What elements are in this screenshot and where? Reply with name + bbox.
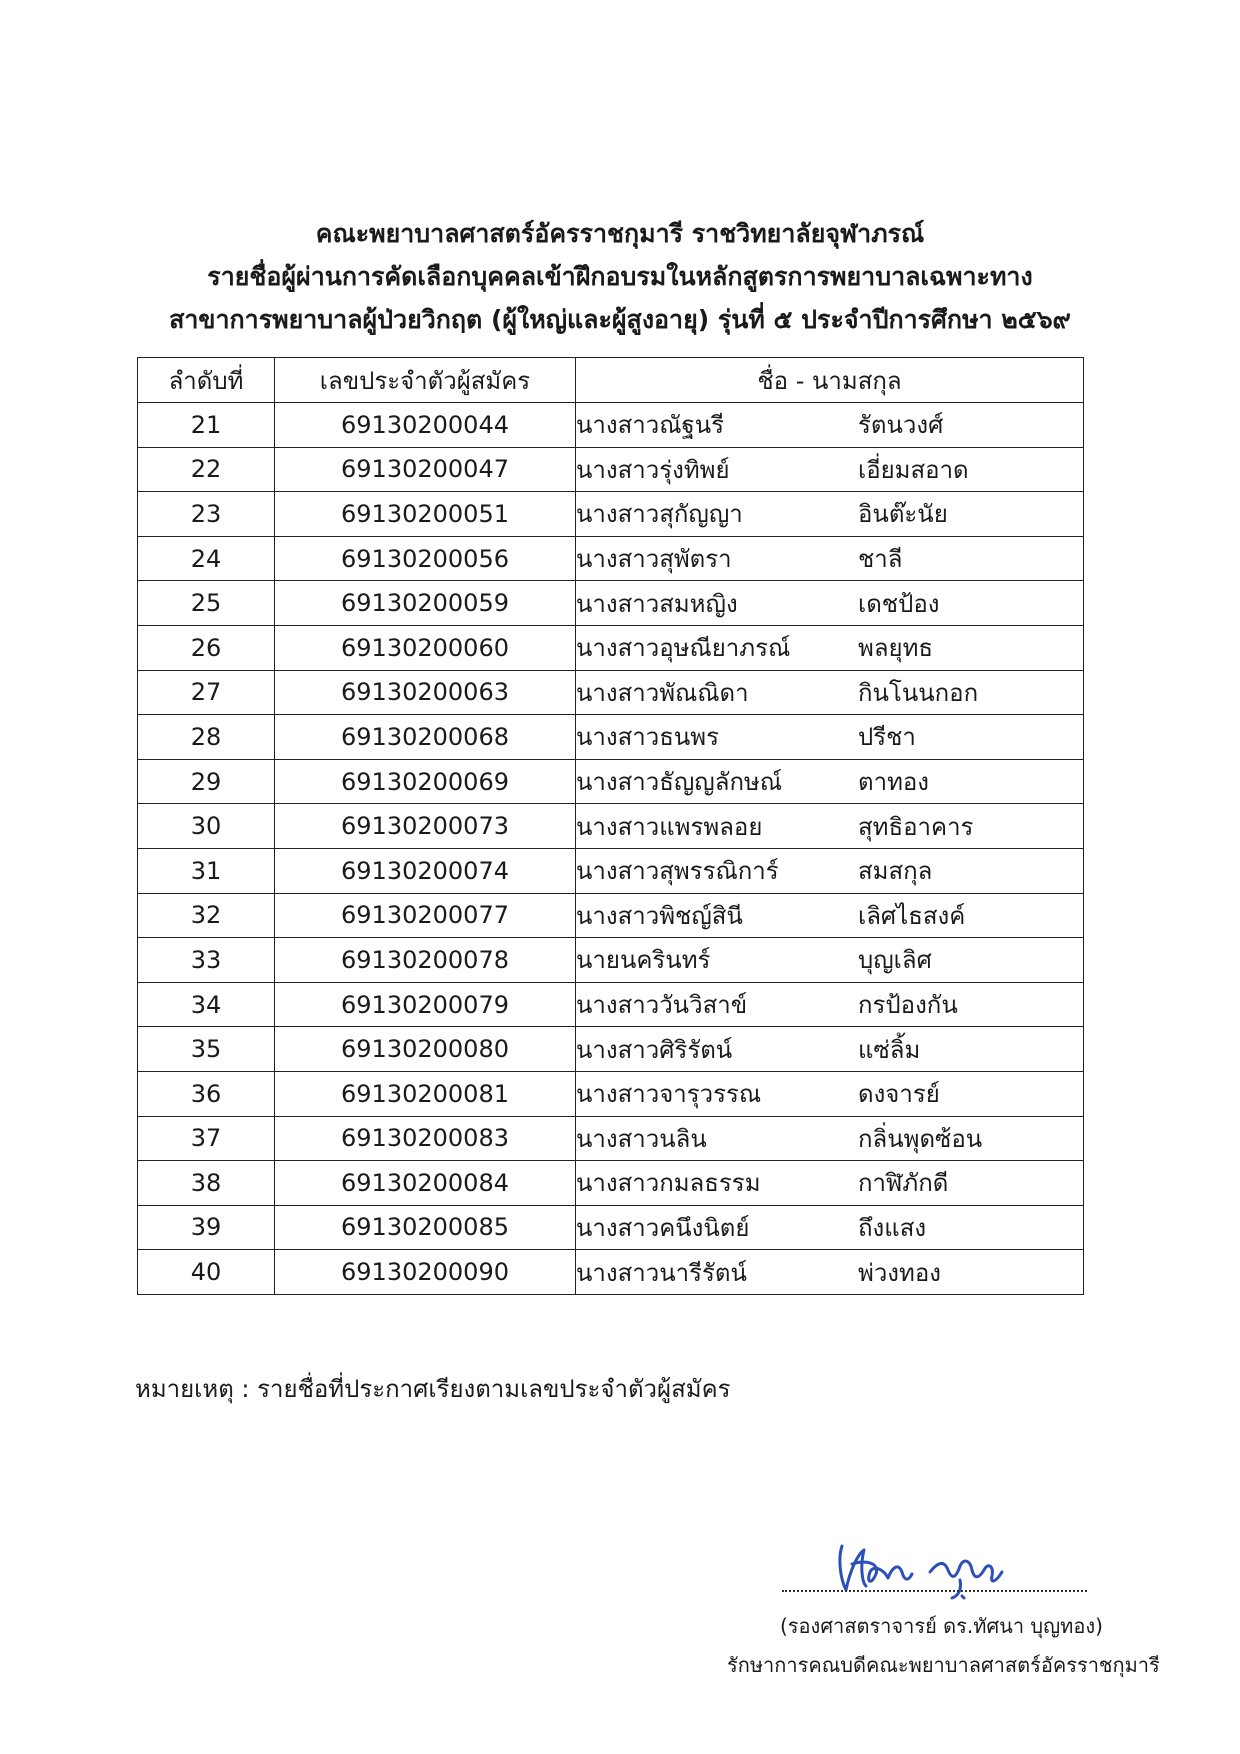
applicant-id: 69130200090 xyxy=(275,1250,576,1295)
last-name: เลิศไธสงค์ xyxy=(858,901,966,930)
row-number: 37 xyxy=(138,1116,275,1161)
applicant-id: 69130200074 xyxy=(275,848,576,893)
row-number: 26 xyxy=(138,625,275,670)
row-number: 33 xyxy=(138,938,275,983)
applicant-id: 69130200069 xyxy=(275,759,576,804)
table-row xyxy=(138,848,1084,893)
applicant-name xyxy=(576,625,1084,670)
last-name: เดชป้อง xyxy=(858,589,940,618)
row-number: 32 xyxy=(138,893,275,938)
applicant-id: 69130200063 xyxy=(275,670,576,715)
applicant-name xyxy=(576,447,1084,492)
row-number: 24 xyxy=(138,536,275,581)
col-header-name: ชื่อ - นามสกุล xyxy=(576,358,1084,403)
table-row xyxy=(138,536,1084,581)
applicant-name xyxy=(576,1071,1084,1116)
row-number: 40 xyxy=(138,1250,275,1295)
first-name: นางสาวนารีรัตน์ xyxy=(576,1258,747,1287)
applicant-name xyxy=(576,848,1084,893)
last-name: รัตนวงศ์ xyxy=(858,411,944,440)
table-row xyxy=(138,447,1084,492)
first-name: นางสาวณัฐนรี xyxy=(576,411,725,440)
applicant-name xyxy=(576,1161,1084,1206)
row-number: 35 xyxy=(138,1027,275,1072)
last-name: ดงจารย์ xyxy=(858,1080,940,1109)
last-name: เอี่ยมสอาด xyxy=(858,455,969,484)
first-name: นางสาวสุพัตรา xyxy=(576,545,732,574)
last-name: กลิ่นพุดซ้อน xyxy=(858,1124,983,1153)
table-row xyxy=(138,1071,1084,1116)
table-row xyxy=(138,893,1084,938)
applicant-name xyxy=(576,759,1084,804)
row-number: 21 xyxy=(138,403,275,448)
last-name: กินโนนกอก xyxy=(858,678,979,707)
last-name: บุญเลิศ xyxy=(858,946,932,975)
applicant-id: 69130200079 xyxy=(275,982,576,1027)
row-number: 38 xyxy=(138,1161,275,1206)
applicant-name xyxy=(576,403,1084,448)
applicant-id: 69130200080 xyxy=(275,1027,576,1072)
col-header-id: เลขประจำตัวผู้สมัคร xyxy=(275,358,576,403)
first-name: นางสาวสุพรรณิการ์ xyxy=(576,857,779,886)
table-row xyxy=(138,492,1084,537)
col-header-no: ลำดับที่ xyxy=(138,358,275,403)
header-line-3: สาขาการพยาบาลผู้ป่วยวิกฤต (ผู้ใหญ่และผู้สูงอายุ) รุ่นที่ ๕ ประจำปีการศึกษา ๒๕๖๙ xyxy=(169,305,1071,334)
row-number: 39 xyxy=(138,1205,275,1250)
last-name: พ่วงทอง xyxy=(858,1258,941,1287)
signature xyxy=(780,1500,1100,1600)
last-name: ตาทอง xyxy=(858,768,930,797)
last-name: กาฬิภักดี xyxy=(858,1169,949,1198)
signer-position: รักษาการคณบดีคณะพยาบาลศาสตร์อัครราชกุมารี xyxy=(727,1653,1160,1677)
first-name: นางสาวธัญญลักษณ์ xyxy=(576,768,783,797)
applicant-name xyxy=(576,1205,1084,1250)
applicant-id: 69130200073 xyxy=(275,804,576,849)
last-name: ปรีชา xyxy=(858,723,916,752)
table-row xyxy=(138,1161,1084,1206)
first-name: นางสาวสมหญิง xyxy=(576,589,738,618)
first-name: นางสาวธนพร xyxy=(576,723,719,752)
applicant-name xyxy=(576,982,1084,1027)
table-row xyxy=(138,715,1084,760)
last-name: สมสกุล xyxy=(858,857,933,886)
table-row xyxy=(138,804,1084,849)
applicant-id: 69130200077 xyxy=(275,893,576,938)
applicant-name xyxy=(576,1116,1084,1161)
first-name: นายนครินทร์ xyxy=(576,946,711,975)
first-name: นางสาวแพรพลอย xyxy=(576,812,763,841)
first-name: นางสาวคนึงนิตย์ xyxy=(576,1213,750,1242)
applicant-name xyxy=(576,1250,1084,1295)
applicant-name xyxy=(576,670,1084,715)
last-name: สุทธิอาคาร xyxy=(858,812,974,841)
header-line-2: รายชื่อผู้ผ่านการคัดเลือกบุคคลเข้าฝึกอบรมในหลักสูตรการพยาบาลเฉพาะทาง xyxy=(207,262,1033,291)
applicant-id: 69130200078 xyxy=(275,938,576,983)
applicant-id: 69130200059 xyxy=(275,581,576,626)
last-name: ชาลี xyxy=(858,545,903,574)
first-name: นางสาวสุกัญญา xyxy=(576,500,743,529)
last-name: แซ่ลิ้ม xyxy=(858,1035,921,1064)
applicant-id: 69130200056 xyxy=(275,536,576,581)
last-name: กรป้องกัน xyxy=(858,991,958,1020)
row-number: 29 xyxy=(138,759,275,804)
applicant-name xyxy=(576,1027,1084,1072)
applicant-id: 69130200081 xyxy=(275,1071,576,1116)
applicant-id: 69130200060 xyxy=(275,625,576,670)
table-row xyxy=(138,759,1084,804)
applicant-name xyxy=(576,715,1084,760)
last-name: อินต๊ะนัย xyxy=(858,500,948,529)
note-text: หมายเหตุ : รายชื่อที่ประกาศเรียงตามเลขประจำตัวผู้สมัคร xyxy=(135,1375,731,1403)
last-name: ถึงแสง xyxy=(858,1213,927,1242)
candidate-table xyxy=(137,357,1084,1295)
table-row xyxy=(138,581,1084,626)
applicant-id: 69130200084 xyxy=(275,1161,576,1206)
row-number: 28 xyxy=(138,715,275,760)
row-number: 22 xyxy=(138,447,275,492)
handwritten-signature xyxy=(780,1500,1100,1600)
row-number: 30 xyxy=(138,804,275,849)
applicant-name xyxy=(576,536,1084,581)
applicant-id: 69130200083 xyxy=(275,1116,576,1161)
signature-line xyxy=(782,1590,1087,1592)
applicant-id: 69130200047 xyxy=(275,447,576,492)
table-row xyxy=(138,1205,1084,1250)
first-name: นางสาวอุษณียาภรณ์ xyxy=(576,634,791,663)
applicant-name xyxy=(576,492,1084,537)
table-row xyxy=(138,1027,1084,1072)
row-number: 31 xyxy=(138,848,275,893)
applicant-id: 69130200085 xyxy=(275,1205,576,1250)
table-row xyxy=(138,625,1084,670)
table-row xyxy=(138,1250,1084,1295)
table-row xyxy=(138,938,1084,983)
applicant-name xyxy=(576,938,1084,983)
table-row xyxy=(138,670,1084,715)
row-number: 27 xyxy=(138,670,275,715)
applicant-name xyxy=(576,804,1084,849)
first-name: นางสาวพัณณิดา xyxy=(576,678,749,707)
row-number: 34 xyxy=(138,982,275,1027)
applicant-id: 69130200068 xyxy=(275,715,576,760)
header-line-1: คณะพยาบาลศาสตร์อัครราชกุมารี ราชวิทยาลัยจุฬาภรณ์ xyxy=(315,219,925,248)
first-name: นางสาวนลิน xyxy=(576,1124,707,1153)
row-number: 36 xyxy=(138,1071,275,1116)
document-header xyxy=(0,212,1240,341)
row-number: 25 xyxy=(138,581,275,626)
signer-name: (รองศาสตราจารย์ ดร.ทัศนา บุญทอง) xyxy=(780,1614,1103,1638)
first-name: นางสาวรุ่งทิพย์ xyxy=(576,455,730,484)
first-name: นางสาววันวิสาข์ xyxy=(576,991,748,1020)
first-name: นางสาวพิชญ์สินี xyxy=(576,901,743,930)
applicant-id: 69130200044 xyxy=(275,403,576,448)
table-row xyxy=(138,403,1084,448)
first-name: นางสาวจารุวรรณ xyxy=(576,1080,762,1109)
table-row xyxy=(138,982,1084,1027)
applicant-id: 69130200051 xyxy=(275,492,576,537)
first-name: นางสาวศิริรัตน์ xyxy=(576,1035,733,1064)
applicant-name xyxy=(576,581,1084,626)
applicant-name xyxy=(576,893,1084,938)
table-row xyxy=(138,1116,1084,1161)
last-name: พลยุทธ xyxy=(858,634,934,663)
first-name: นางสาวกมลธรรม xyxy=(576,1169,761,1198)
table-header-row xyxy=(138,358,1084,403)
row-number: 23 xyxy=(138,492,275,537)
